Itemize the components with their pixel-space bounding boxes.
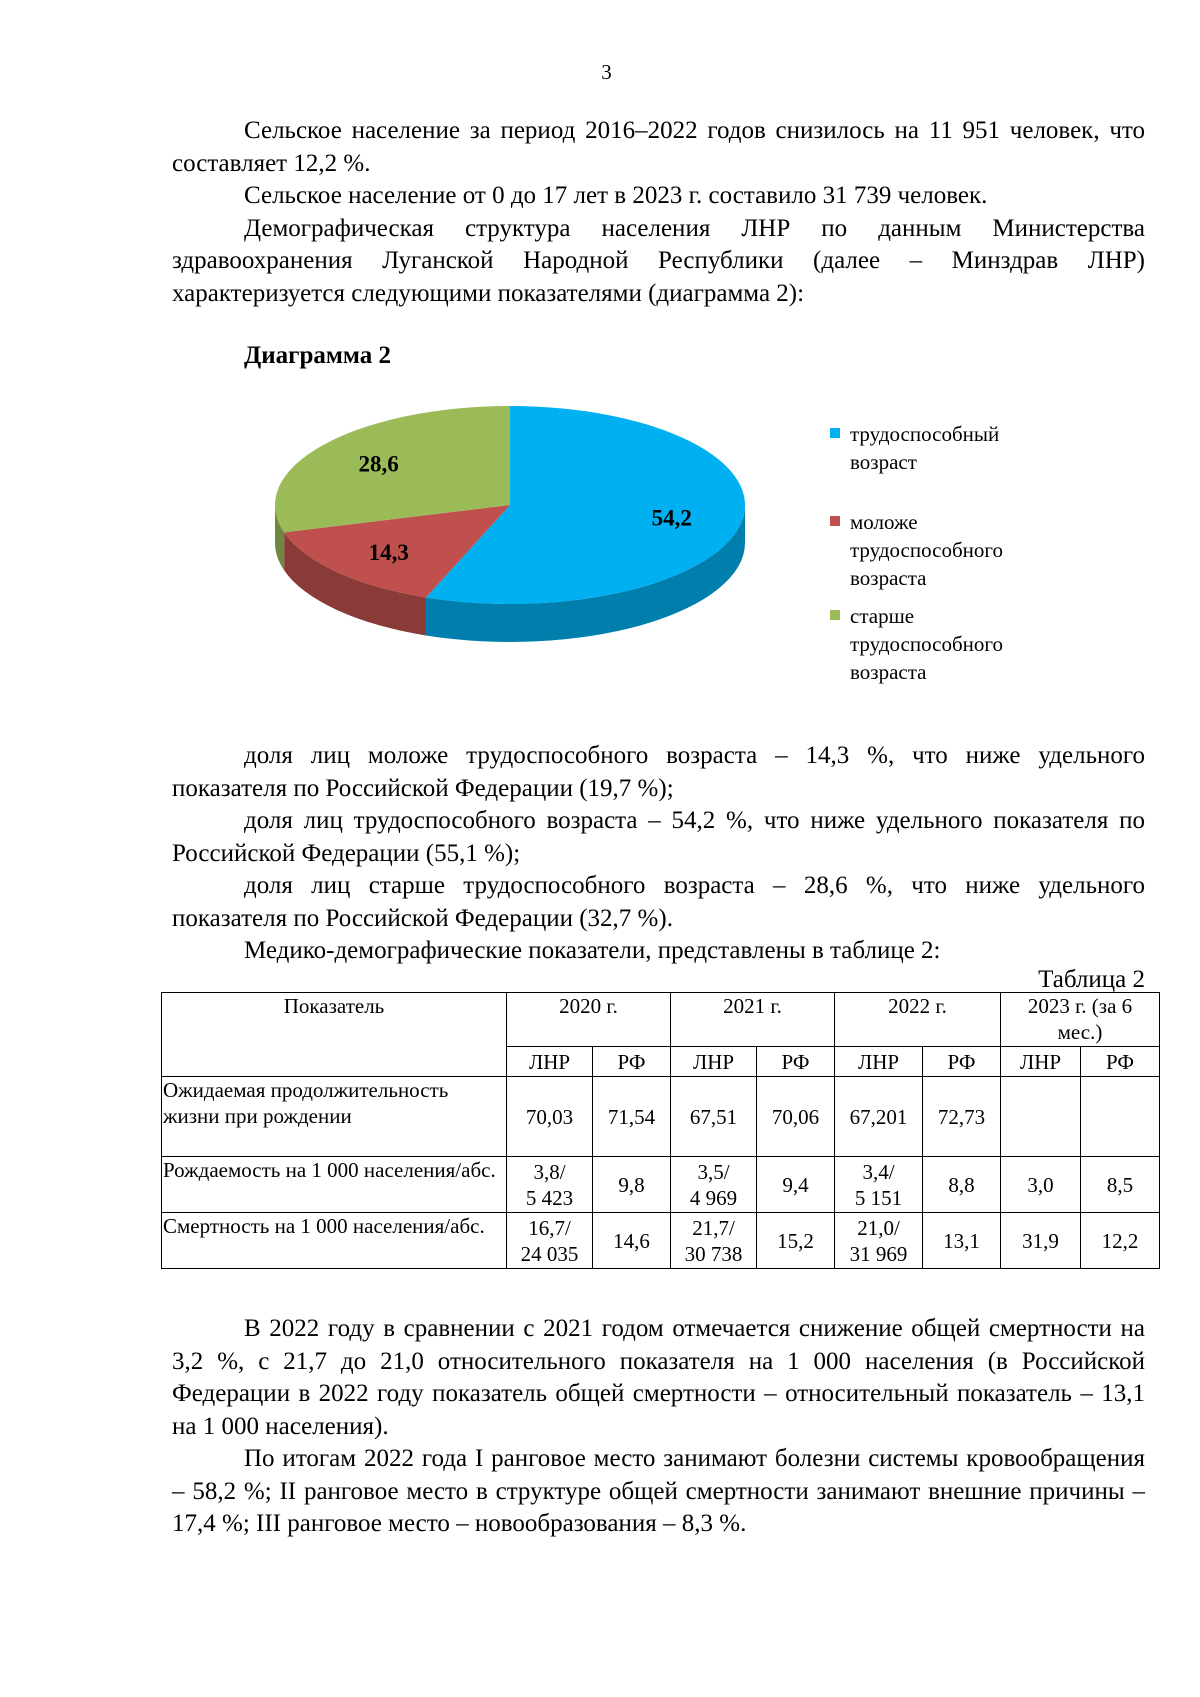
- legend-item: [830, 420, 1070, 476]
- cell-value: [671, 1157, 757, 1213]
- cell-value: [835, 1213, 923, 1269]
- pie-data-label: 54,2: [651, 505, 692, 531]
- paragraph: Сельское население от 0 до 17 лет в 2023 г. составило 31 739 человек.: [244, 182, 988, 209]
- text-block-bottom: [172, 1313, 1145, 1541]
- legend-item: [830, 508, 1070, 592]
- diagram-title: Диаграмма 2: [244, 342, 391, 369]
- row-label: Рождаемость на 1 000 населения/абс.: [162, 1157, 507, 1213]
- legend-swatch: [830, 428, 840, 438]
- legend-label: возраста: [850, 660, 927, 684]
- legend-label: возраста: [850, 566, 927, 590]
- cell-value: 15,2: [757, 1213, 835, 1269]
- cell-line: 3,4/: [862, 1159, 895, 1184]
- cell-line: 5 151: [854, 1185, 903, 1210]
- cell-value: 14,6: [593, 1213, 671, 1269]
- header-indicator: Показатель: [162, 993, 507, 1077]
- page-number: 3: [601, 60, 612, 84]
- legend-item: [830, 602, 1070, 686]
- header-year: 2020 г.: [507, 993, 671, 1047]
- header-year: 2023 г. (за 6 мес.): [1001, 993, 1160, 1047]
- cell-line: 5 423: [525, 1185, 574, 1210]
- cell-value: [671, 1213, 757, 1269]
- cell-value: 70,06: [757, 1077, 835, 1157]
- subheader-rf: РФ: [1081, 1047, 1160, 1077]
- cell-value: 13,1: [923, 1213, 1001, 1269]
- subheader-rf: РФ: [757, 1047, 835, 1077]
- cell-value: 3,0: [1001, 1157, 1081, 1213]
- cell-value: 9,8: [593, 1157, 671, 1213]
- text-block-middle: [172, 740, 1145, 968]
- cell-value: [835, 1157, 923, 1213]
- cell-value: [507, 1157, 593, 1213]
- cell-line: 30 738: [684, 1241, 743, 1266]
- legend-label: моложе: [850, 510, 918, 534]
- legend-label: трудоспособный: [850, 422, 1000, 446]
- cell-line: 31 969: [849, 1241, 908, 1266]
- legend-label: возраст: [850, 450, 917, 474]
- chart-legend: [830, 420, 1070, 696]
- cell-line: 3,8/: [533, 1159, 566, 1184]
- paragraph: доля лиц старше трудоспособного возраста – 28,6 %, что ниже удельного показателя по Российской Федерации (32,7 %).: [172, 872, 1145, 932]
- subheader-lnr: ЛНР: [671, 1047, 757, 1077]
- subheader-lnr: ЛНР: [507, 1047, 593, 1077]
- row-label: Смертность на 1 000 населения/абс.: [162, 1213, 507, 1269]
- table-row: [162, 1213, 1160, 1269]
- cell-value: 72,73: [923, 1077, 1001, 1157]
- cell-value: [507, 1213, 593, 1269]
- table-row: [162, 1157, 1160, 1213]
- paragraph: Медико-демографические показатели, представлены в таблице 2:: [244, 937, 941, 964]
- cell-value: 71,54: [593, 1077, 671, 1157]
- table-row: [162, 1077, 1160, 1157]
- paragraph: В 2022 году в сравнении с 2021 годом отмечается снижение общей смертности на 3,2 %, с 21,7 до 21,0 относительного показателя на 1 000 населения (в Российской Федерации в 2022 году показатель общей смертности – относительный показатель – 13,1 на 1 000 населения).: [172, 1315, 1145, 1440]
- cell-line: 16,7/: [528, 1215, 571, 1240]
- cell-value: 9,4: [757, 1157, 835, 1213]
- table-caption: Таблица 2: [1038, 966, 1145, 993]
- paragraph: По итогам 2022 года I ранговое место занимают болезни системы кровообращения – 58,2 %; II ранговое место в структуре общей смертности занимают внешние причины – 17,4 %; III ранговое место – новообразования – 8,3 %.: [172, 1445, 1145, 1537]
- cell-value: 67,51: [671, 1077, 757, 1157]
- cell-value: 67,201: [835, 1077, 923, 1157]
- legend-label: старше: [850, 604, 915, 628]
- paragraph: доля лиц моложе трудоспособного возраста – 14,3 %, что ниже удельного показателя по Российской Федерации (19,7 %);: [172, 742, 1145, 802]
- cell-value: [1081, 1077, 1160, 1157]
- subheader-rf: РФ: [593, 1047, 671, 1077]
- paragraph: доля лиц трудоспособного возраста – 54,2 %, что ниже удельного показателя по Российской Федерации (55,1 %);: [172, 807, 1145, 867]
- cell-value: 8,5: [1081, 1157, 1160, 1213]
- cell-value: 8,8: [923, 1157, 1001, 1213]
- pie-data-label: 28,6: [358, 451, 399, 477]
- table-header-row: [162, 993, 1160, 1047]
- header-year: 2021 г.: [671, 993, 835, 1047]
- cell-line: 3,5/: [697, 1159, 730, 1184]
- paragraph: Демографическая структура населения ЛНР по данным Министерства здравоохранения Луганской Народной Республики (далее – Минздрав ЛНР) характеризуется следующими показателями (диаграмма 2):: [172, 214, 1145, 307]
- header-year: 2022 г.: [835, 993, 1001, 1047]
- cell-line: 21,7/: [692, 1215, 735, 1240]
- demographic-table: [161, 992, 1160, 1269]
- cell-line: 4 969: [689, 1185, 738, 1210]
- paragraph: Сельское население за период 2016–2022 годов снизилось на 11 951 человек, что составляет 12,2 %.: [172, 117, 1145, 177]
- legend-swatch: [830, 516, 840, 526]
- cell-value: 12,2: [1081, 1213, 1160, 1269]
- cell-value: 31,9: [1001, 1213, 1081, 1269]
- cell-line: 24 035: [520, 1241, 579, 1266]
- legend-swatch: [830, 610, 840, 620]
- legend-label: трудоспособного: [850, 538, 1003, 562]
- cell-line: 21,0/: [857, 1215, 900, 1240]
- legend-label: трудоспособного: [850, 632, 1003, 656]
- cell-value: 70,03: [507, 1077, 593, 1157]
- cell-value: [1001, 1077, 1081, 1157]
- subheader-lnr: ЛНР: [1001, 1047, 1081, 1077]
- pie-data-label: 14,3: [368, 539, 409, 565]
- subheader-lnr: ЛНР: [835, 1047, 923, 1077]
- subheader-rf: РФ: [923, 1047, 1001, 1077]
- row-label: Ожидаемая продолжительность жизни при рождении: [162, 1077, 507, 1157]
